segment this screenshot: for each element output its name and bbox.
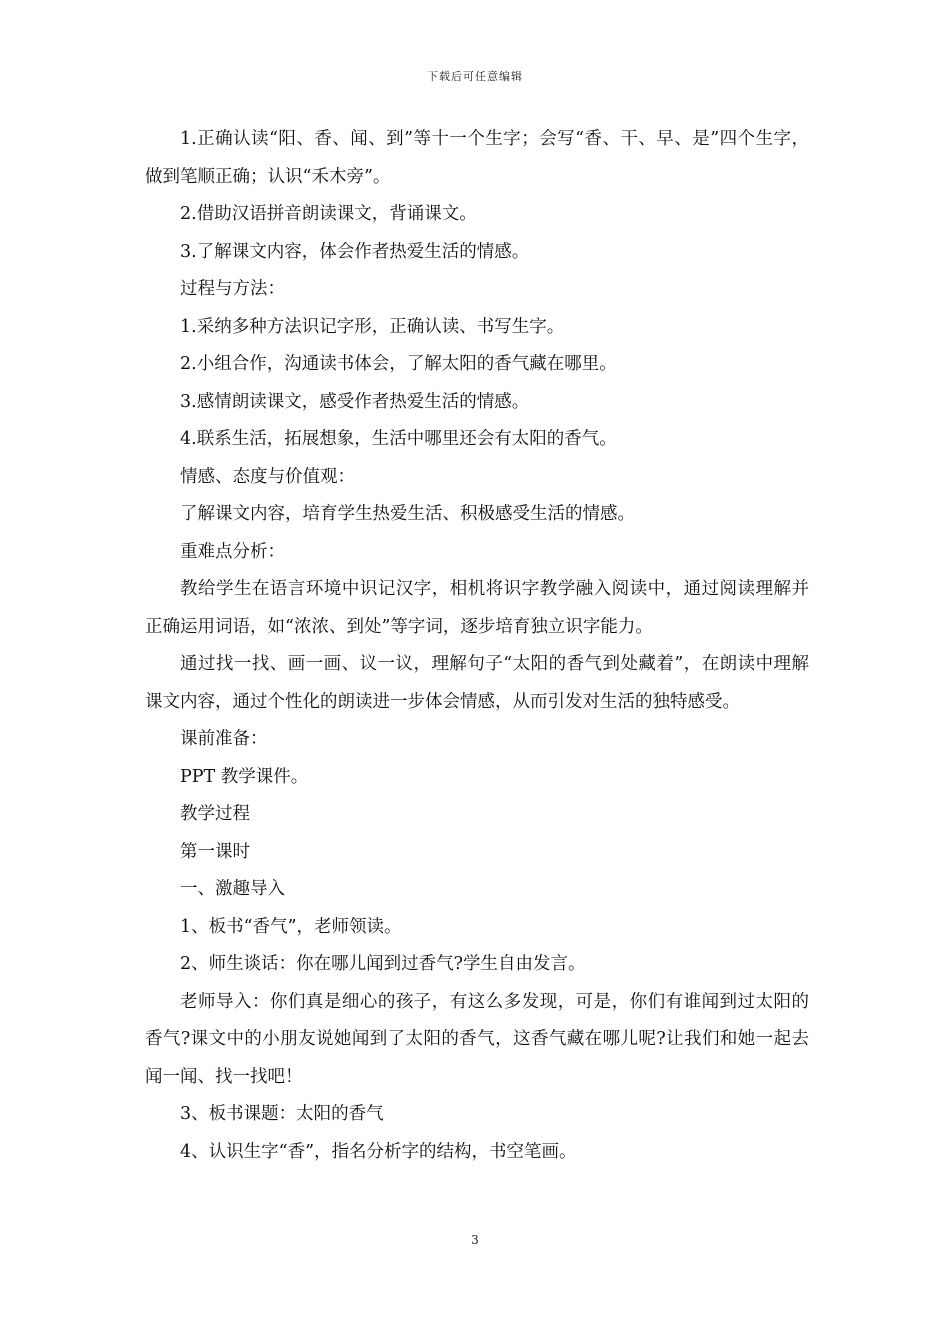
heading-first-lesson: 第一课时	[180, 841, 250, 862]
paragraph-method-2: 2.小组合作，沟通读书体会，了解太阳的香气藏在哪里。	[180, 354, 617, 374]
paragraph-objective-1: 1.正确认读“阳、香、闻、到”等十一个生字；会写“香、干、早、是”四个生字，做到笔顺正确；认识“禾木旁”。	[145, 129, 809, 187]
paragraph-method-1: 1.采纳多种方法识记字形，正确认读、书写生字。	[180, 316, 565, 337]
paragraph-step-3: 3、板书课题：太阳的香气	[180, 1104, 384, 1124]
heading-teaching-process: 教学过程	[180, 804, 250, 824]
paragraph-objective-2: 2.借助汉语拼音朗读课文，背诵课文。	[180, 204, 477, 224]
page-header: 下载后可任意编辑	[427, 70, 523, 83]
paragraph-step-1: 1、板书“香气”，老师领读。	[180, 916, 402, 937]
paragraph-key-point-2: 通过找一找、画一画、议一议，理解句子“太阳的香气到处藏着”，在朗读中理解课文内容，通过个性化的朗读进一步体会情感，从而引发对生活的独特感受。	[145, 654, 809, 712]
paragraph-method-4: 4.联系生活，拓展想象，生活中哪里还会有太阳的香气。	[180, 429, 617, 449]
page-number: 3	[471, 1233, 479, 1247]
heading-process-method: 过程与方法：	[180, 279, 285, 299]
paragraph-key-point-1: 教给学生在语言环境中识记汉字，相机将识字教学融入阅读中，通过阅读理解并正确运用词语，如“浓浓、到处”等字词，逐步培育独立识字能力。	[145, 579, 809, 637]
heading-preparation: 课前准备：	[180, 729, 268, 749]
heading-intro: 一、激趣导入	[180, 879, 285, 899]
heading-emotion-values: 情感、态度与价值观：	[180, 466, 355, 487]
paragraph-teacher-intro: 老师导入：你们真是细心的孩子，有这么多发现，可是，你们有谁闻到过太阳的香气?课文中的小朋友说她闻到了太阳的香气，这香气藏在哪儿呢?让我们和她一起去闻一闻、找一找吧！	[145, 991, 809, 1087]
paragraph-objective-3: 3.了解课文内容，体会作者热爱生活的情感。	[180, 241, 530, 262]
paragraph-step-2: 2、师生谈话：你在哪儿闻到过香气?学生自由发言。	[180, 954, 586, 974]
paragraph-step-4: 4、认识生字“香”，指名分析字的结构，书空笔画。	[180, 1141, 577, 1162]
paragraph-emotion: 了解课文内容，培育学生热爱生活、积极感受生活的情感。	[180, 504, 635, 524]
heading-key-points: 重难点分析：	[180, 541, 285, 562]
paragraph-preparation: PPT 教学课件。	[180, 766, 309, 787]
document-body	[145, 121, 809, 1171]
paragraph-method-3: 3.感情朗读课文，感受作者热爱生活的情感。	[180, 391, 530, 412]
